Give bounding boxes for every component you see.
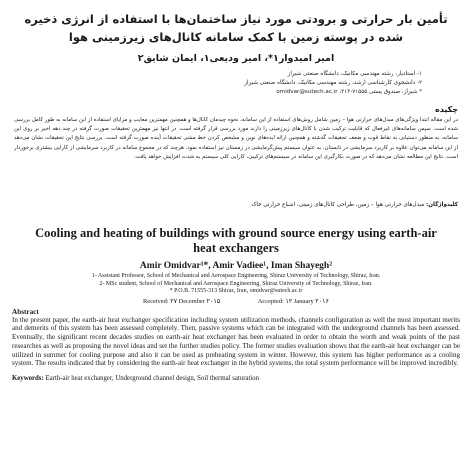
english-affiliation-2: 2- MSc student, School of Mechanical and Aerospace Engineering, Shiraz University of Technology, Shiraz, Iran. — [99, 280, 373, 287]
persian-abstract-heading: چکیده — [434, 105, 458, 114]
english-abstract-heading: Abstract — [12, 307, 39, 316]
persian-authors: امیر امیدوار۱*، امیر ودیعی۱، ایمان شایق۲ — [137, 53, 335, 64]
english-affiliation-1: 1- Assistant Professor, School of Mechanical and Aerospace Engineering, Shiraz University of Technology, Shiraz, Iran. — [91, 273, 381, 279]
english-keywords-text: Earth-air heat exchanger, Underground channel design, Soil thermal saturation — [45, 375, 260, 382]
english-keywords — [12, 375, 462, 382]
persian-keywords-label: کلیدواژگان: — [425, 202, 458, 208]
persian-keywords-text: مبدل‌های حرارتی هوا – زمین، طراحی کانال‌های زمینی، اشباع حرارتی خاک — [251, 202, 425, 208]
english-affiliation-address: * P.O.B. 71555-313 Shiraz, Iran, omidvar@sutech.ac.ir — [169, 288, 303, 295]
english-keywords-label: Keywords: — [12, 375, 44, 382]
persian-affiliation-address: * شیراز، صندوق پستی ۷۱۵۵۵-۳۱۳، omidvar@sutech.ac.ir — [276, 89, 422, 95]
persian-keywords — [14, 201, 458, 210]
persian-affiliation-2: ۲- دانشجوی کارشناسی ارشد، رشته مهندسی مکانیک، دانشگاه صنعتی شیراز — [244, 80, 422, 86]
persian-title: تأمین بار حرارتی و برودتی مورد نیاز ساختمان‌ها با استفاده از انرژی ذخیره شده در پوسته زمین با کمک سامانه کانال‌های زیرزمینی هوا — [24, 12, 448, 44]
english-authors: Amir Omidvar¹*, Amir Vadiee¹, Iman Shayegh² — [139, 261, 333, 271]
english-dates — [10, 297, 462, 305]
persian-affiliations — [10, 70, 462, 97]
english-title: Cooling and heating of buildings with ground source energy using earth-air heat exchangers — [35, 226, 437, 255]
english-affiliations — [10, 273, 462, 296]
english-abstract: In the present paper, the earth-air heat exchanger specification including system utilization methods, channels configuration as well the most important merits and demerits of this system has been assessed completely. Then, passive systems which can be integrated with the underground channels has been assessed. Eventually, the significant recent decades studies on earth-air heat exchanger has been evaluated in order to obtain the worth and weak points of the past researches as well as proposing the novel ideas and set the further studies policy. The former studies evaluation shows that the earth-air heat exchanger can be utilized in summer for cooling purpose and also it can be used as preheating system in winter. However, this system has higher performance as a cooling system. The results indicated that by considering the earth-air heat exchanger in the hybrid systems, the total system performance will be improved incredibly. — [12, 315, 460, 368]
received-date: Received: ۲۷ December ۲۰۱۵ — [143, 297, 221, 305]
persian-affiliation-1: ۱- استادیار، رشته مهندسی مکانیک، دانشگاه صنعتی شیراز — [287, 71, 422, 77]
persian-abstract: در این مقاله ابتدا ویژگی‌های مبدل‌های حرارتی هوا – زمین شامل روش‌های استفاده از این سامانه، نحوه چیدمان کانال‌ها و همچنین مهمترین معایب و مزایای استفاده از این سامانه به طور کامل بررسی شده است. سپس سامانه‌های غیرفعال که قابلیت ترکیب شدن با کانال‌های زیرزمینی را دارند مورد بررسی قرار گرفته است. در انتها نیز مهمترین تحقیقات صورت گرفته در چند دهه اخیر بر روی این سامانه، به منظور دستیابی به نقاط قوت و ضعف تحقیقات گذشته و همچنین ارائه ایده‌های نوین و مشخص کردن خط مشی تحقیقات آینده صورت گرفته است. بررسی نتایج این تحقیقات نشان می‌دهد از این سامانه می‌توان علاوه بر کاربرد سرمایشی در تابستان، به عنوان سیستم پیش‌گرمایشی در زمستان نیز استفاده نمود. هرچند که در مجموع سامانه در کاربرد سرمایشی از کارایی بیشتری برخوردار است. نتایج این مطالعه نشان می‌دهد که در صورت بکارگیری این سامانه در سیستم‌های ترکیبی، کارایی کلی سیستم به شدت افزایش خواهد یافت. — [14, 117, 458, 160]
accepted-date: Accepted: ۱۲ January ۲۰۱۶ — [257, 297, 329, 305]
